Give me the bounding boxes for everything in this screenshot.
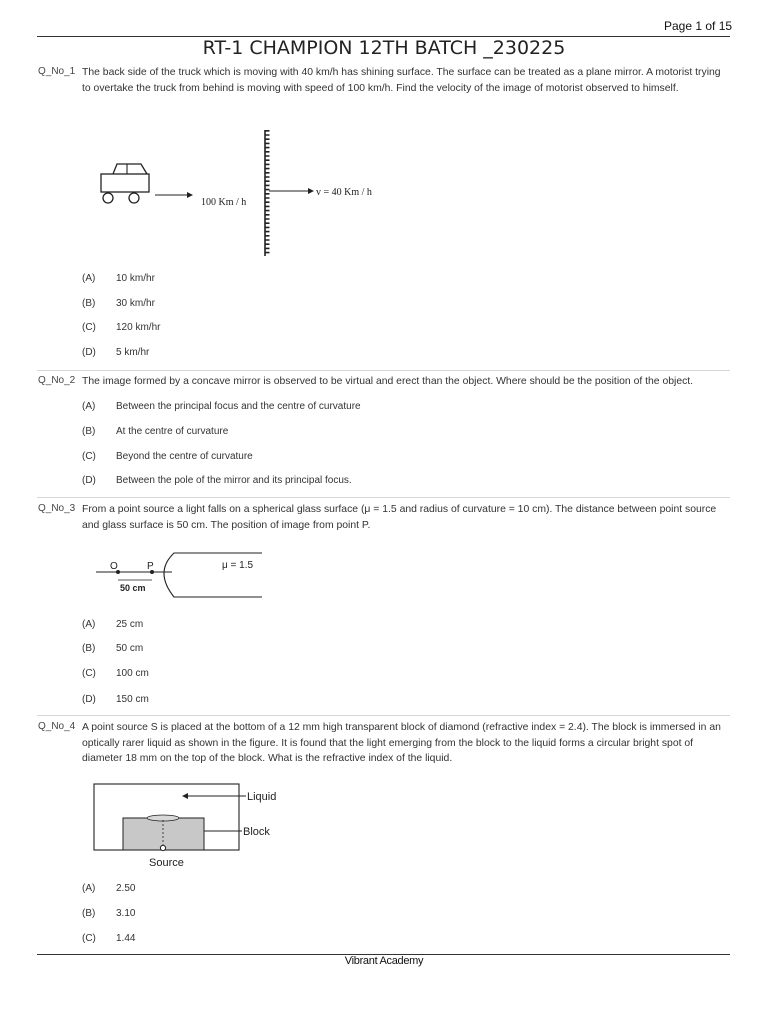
- footer-text: Vibrant Academy: [344, 955, 424, 967]
- label-block: Block: [243, 826, 270, 838]
- label-point-p: P: [147, 561, 154, 572]
- option-letter: (A): [82, 273, 96, 284]
- option-text: At the centre of curvature: [116, 426, 229, 437]
- option-letter: (B): [82, 426, 96, 437]
- spherical-surface-figure: [92, 550, 267, 602]
- option-text: 30 km/hr: [116, 298, 155, 309]
- option-text: 1.44: [116, 933, 136, 944]
- option-text: 2.50: [116, 883, 136, 894]
- option-text: 120 km/hr: [116, 322, 161, 333]
- option-text: Between the pole of the mirror and its principal focus.: [116, 475, 352, 486]
- option-text: 50 cm: [116, 643, 144, 654]
- question-separator: [37, 715, 730, 716]
- question-text: A point source S is placed at the bottom of a 12 mm high transparent block of diamond (refractive index = 2.4). The block is immersed in an optically rarer liquid as shown in the figure. It is found that the light emerging from the block to the liquid forms a circular bright spot of diameter 18 mm on the top of the block. What is the refractive index of the liquid.: [82, 722, 721, 764]
- option-letter: (B): [82, 298, 96, 309]
- option-letter: (D): [82, 475, 96, 486]
- truck-mirror-figure: [95, 128, 395, 260]
- option-letter: (B): [82, 908, 96, 919]
- question-number: Q_No_3: [38, 503, 76, 514]
- question-number: Q_No_4: [38, 721, 76, 732]
- label-source: Source: [149, 857, 184, 869]
- question-separator: [37, 497, 730, 498]
- option-text: Between the principal focus and the centre of curvature: [116, 401, 361, 412]
- label-liquid: Liquid: [247, 791, 277, 803]
- option-letter: (A): [82, 401, 96, 412]
- option-letter: (C): [82, 451, 96, 462]
- car-icon: [101, 164, 149, 203]
- option-letter: (B): [82, 643, 96, 654]
- speed-label-motorist: 100 Km / h: [201, 197, 247, 208]
- label-point-o: O: [110, 561, 118, 572]
- question-separator: [37, 370, 730, 371]
- option-text: 25 cm: [116, 619, 144, 630]
- page-number: Page 1 of 15: [664, 19, 733, 33]
- option-text: 10 km/hr: [116, 273, 155, 284]
- label-refractive-index: μ = 1.5: [222, 560, 254, 571]
- option-text: 5 km/hr: [116, 347, 150, 358]
- option-letter: (C): [82, 322, 96, 333]
- option-letter: (D): [82, 347, 96, 358]
- document-title: RT-1 CHAMPION 12TH BATCH _230225: [202, 37, 566, 59]
- option-letter: (C): [82, 933, 96, 944]
- question-text: From a point source a light falls on a spherical glass surface (μ = 1.5 and radius of curvature = 10 cm). The distance between point source and glass surface is 50 cm. The position of image from point P.: [82, 504, 717, 531]
- speed-label-truck: v = 40 Km / h: [316, 187, 372, 198]
- option-text: 3.10: [116, 908, 136, 919]
- question-text: The back side of the truck which is moving with 40 km/h has shining surface. The surface can be treated as a plane mirror. A motorist trying to overtake the truck from behind is moving with speed of 100 km/h. Find the velocity of the image of motorist observed to himself.: [82, 67, 721, 94]
- option-letter: (D): [82, 694, 96, 705]
- option-text: Beyond the centre of curvature: [116, 451, 253, 462]
- option-letter: (C): [82, 668, 96, 679]
- question-text: The image formed by a concave mirror is observed to be virtual and erect than the object. Where should be the position of the object.: [82, 376, 694, 387]
- option-letter: (A): [82, 883, 96, 894]
- question-number: Q_No_1: [38, 66, 76, 77]
- diamond-block-figure: [92, 782, 292, 872]
- option-text: 150 cm: [116, 694, 149, 705]
- label-distance: 50 cm: [120, 583, 146, 593]
- option-text: 100 cm: [116, 668, 149, 679]
- question-number: Q_No_2: [38, 375, 76, 386]
- option-letter: (A): [82, 619, 96, 630]
